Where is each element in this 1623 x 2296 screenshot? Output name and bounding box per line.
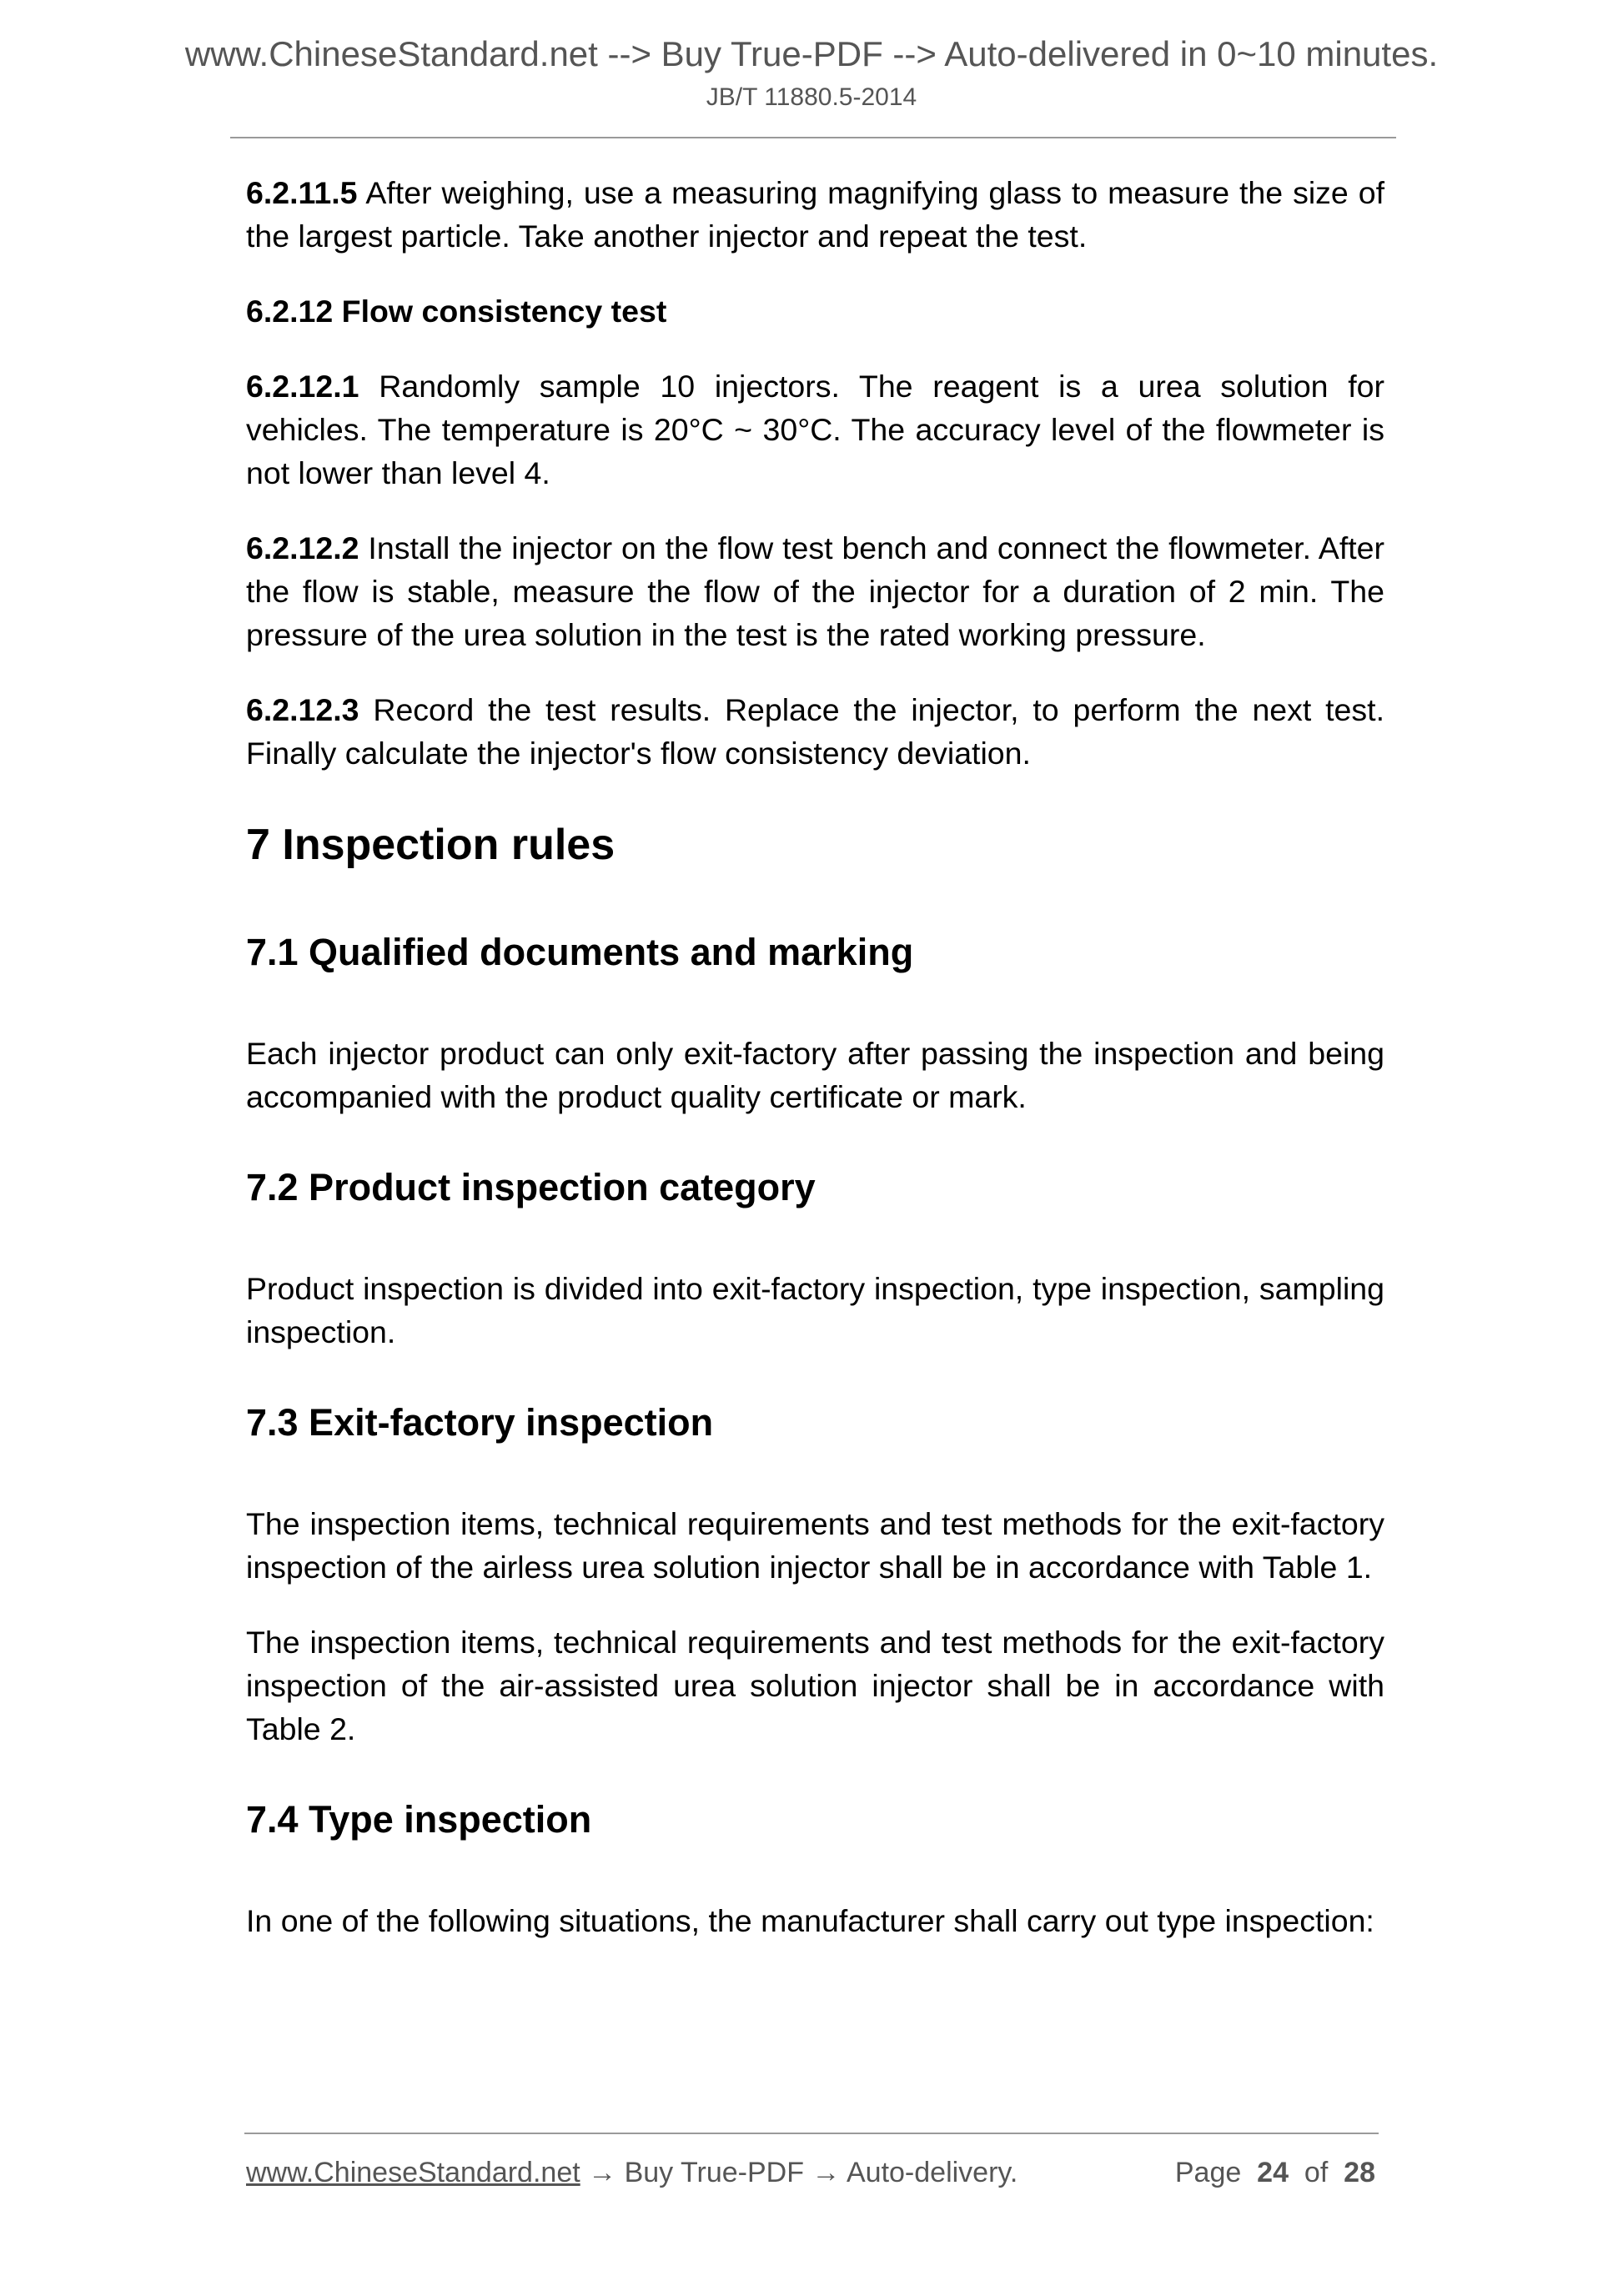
heading-7-4: 7.4 Type inspection [246, 1798, 592, 1841]
heading-7-3: 7.3 Exit-factory inspection [246, 1401, 714, 1444]
of-word: of [1304, 2157, 1329, 2188]
footer-divider [244, 2133, 1379, 2134]
clause-number: 6.2.12.1 [246, 369, 359, 404]
clause-6-2-12-1 [246, 364, 1384, 495]
page-content [246, 171, 1384, 1974]
clause-text: Randomly sample 10 injectors. The reagent is a urea solution for vehicles. The temperature is 20°C ~ 30°C. The accuracy level of the flowmeter is not lower than level 4. [246, 369, 1385, 490]
clause-text: Record the test results. Replace the injector, to perform the next test. Finally calculate the injector's flow consistency deviation. [246, 692, 1385, 771]
footer-trail: → Buy True-PDF → Auto-delivery. [580, 2157, 1018, 2188]
paragraph-7-4: In one of the following situations, the manufacturer shall carry out type inspection: [246, 1903, 1374, 1938]
current-page: 24 [1257, 2157, 1289, 2188]
clause-number: 6.2.12.2 [246, 530, 359, 565]
header-divider [230, 137, 1396, 138]
clause-number: 6.2.12.3 [246, 692, 359, 727]
document-id: JB/T 11880.5-2014 [706, 83, 917, 111]
page-word: Page [1174, 2157, 1242, 2188]
heading-6-2-12: 6.2.12 Flow consistency test [246, 294, 667, 329]
paragraph-7-3-a: The inspection items, technical requirements and test methods for the exit-factory inspection of the airless urea solution injector shall be in accordance with Table 1. [246, 1506, 1384, 1585]
heading-7: 7 Inspection rules [246, 821, 616, 869]
footer-site-link[interactable]: www.ChineseStandard.net [246, 2157, 580, 2188]
total-pages: 28 [1344, 2157, 1375, 2188]
paragraph-7-3-b: The inspection items, technical requirements and test methods for the exit-factory inspection of the air-assisted urea solution injector shall be in accordance with Table 2. [246, 1625, 1384, 1746]
clause-text: Install the injector on the flow test bench and connect the flowmeter. After the flow is stable, measure the flow of the injector for a duration of 2 min. The pressure of the urea solution in the test is the rated working pressure. [246, 530, 1385, 652]
clause-6-2-11-5 [246, 171, 1384, 258]
paragraph-7-2: Product inspection is divided into exit-factory inspection, type inspection, sampling inspection. [246, 1271, 1384, 1349]
heading-7-1: 7.1 Qualified documents and marking [246, 931, 914, 973]
paragraph-7-1: Each injector product can only exit-factory after passing the inspection and being accompanied with the product quality certificate or mark. [246, 1036, 1384, 1114]
clause-number: 6.2.11.5 [246, 175, 358, 210]
clause-6-2-12-3 [246, 688, 1384, 775]
footer-promo [246, 2156, 1018, 2189]
page-indicator [1175, 2156, 1375, 2189]
clause-text: After weighing, use a measuring magnifying glass to measure the size of the largest particle. Take another injector and repeat the test. [246, 175, 1384, 254]
site-banner: www.ChineseStandard.net --> Buy True-PDF --> Auto-delivered in 0~10 minutes. [184, 34, 1439, 73]
clause-6-2-12-2 [246, 526, 1384, 656]
heading-7-2: 7.2 Product inspection category [246, 1166, 816, 1208]
